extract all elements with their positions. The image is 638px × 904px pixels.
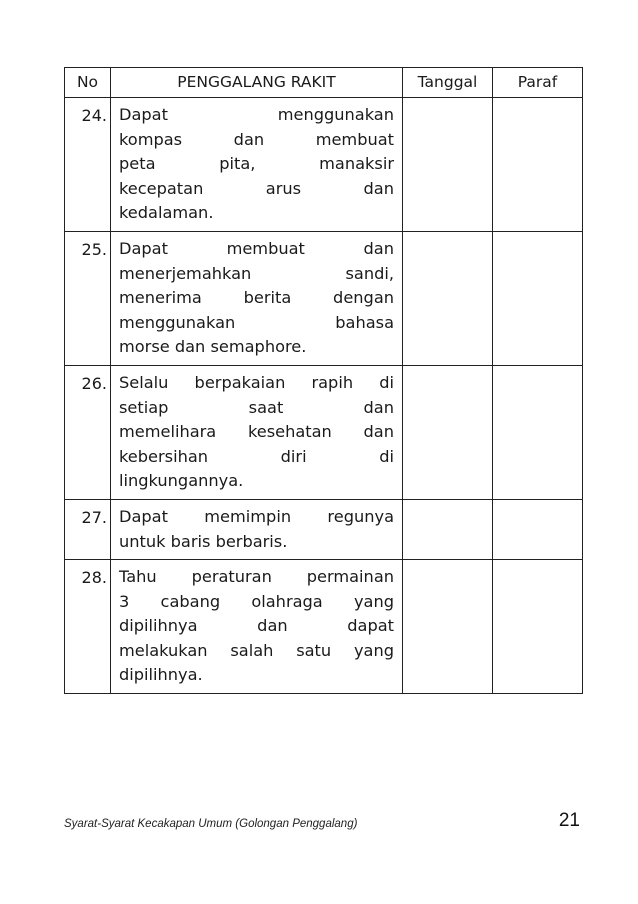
item-description	[111, 560, 403, 694]
date-cell	[403, 560, 493, 694]
item-number: 26.	[65, 365, 111, 499]
description-line: morse dan semaphore.	[119, 337, 307, 357]
description-line: setiap saat dan	[119, 397, 394, 417]
date-cell	[403, 98, 493, 232]
description-line: Dapat membuat dan	[119, 238, 394, 258]
date-cell	[403, 499, 493, 559]
description-line: 3 cabang olahraga yang	[119, 591, 394, 611]
description-line: Tahu peraturan permainan	[119, 567, 394, 587]
description-line: Dapat memimpin regunya	[119, 506, 394, 526]
description-line: menerima berita dengan	[119, 288, 394, 308]
header-date: Tanggal	[403, 68, 493, 98]
description-line: dipilihnya dan dapat	[119, 616, 394, 636]
item-description	[111, 499, 403, 559]
page-number: 21	[558, 810, 580, 831]
description-line: lingkungannya.	[119, 471, 244, 491]
signature-cell	[493, 98, 583, 232]
item-number: 27.	[65, 499, 111, 559]
item-number: 24.	[65, 98, 111, 232]
description-line: kecepatan arus dan	[119, 178, 394, 198]
item-number: 25.	[65, 231, 111, 365]
table-row	[65, 98, 583, 232]
header-no: No	[65, 68, 111, 98]
signature-cell	[493, 365, 583, 499]
footer-title: Syarat-Syarat Kecakapan Umum (Golongan Penggalang)	[64, 818, 358, 830]
signature-cell	[493, 499, 583, 559]
signature-cell	[493, 560, 583, 694]
description-line: dipilihnya.	[119, 665, 203, 685]
description-line: menggunakan bahasa	[119, 312, 394, 332]
table-header-row	[65, 68, 583, 98]
table-row	[65, 560, 583, 694]
description-line: peta pita, manaksir	[119, 154, 394, 174]
description-line: Dapat menggunakan	[119, 105, 394, 124]
header-item: PENGGALANG RAKIT	[111, 68, 403, 98]
date-cell	[403, 231, 493, 365]
description-line: Selalu berpakaian rapih di	[119, 372, 394, 392]
table-row	[65, 365, 583, 499]
description-line: melakukan salah satu yang	[119, 640, 394, 660]
description-line: memelihara kesehatan dan	[119, 422, 394, 442]
description-line: kedalaman.	[119, 203, 214, 223]
table-row	[65, 499, 583, 559]
item-description	[111, 231, 403, 365]
header-sign: Paraf	[493, 68, 583, 98]
table-row	[65, 231, 583, 365]
item-description	[111, 98, 403, 232]
date-cell	[403, 365, 493, 499]
description-line: menerjemahkan sandi,	[119, 263, 394, 283]
signature-cell	[493, 231, 583, 365]
item-description	[111, 365, 403, 499]
item-number: 28.	[65, 560, 111, 694]
requirements-table	[64, 67, 583, 694]
description-line: untuk baris berbaris.	[119, 531, 288, 551]
description-line: kompas dan membuat	[119, 129, 394, 149]
description-line: kebersihan diri di	[119, 446, 394, 466]
